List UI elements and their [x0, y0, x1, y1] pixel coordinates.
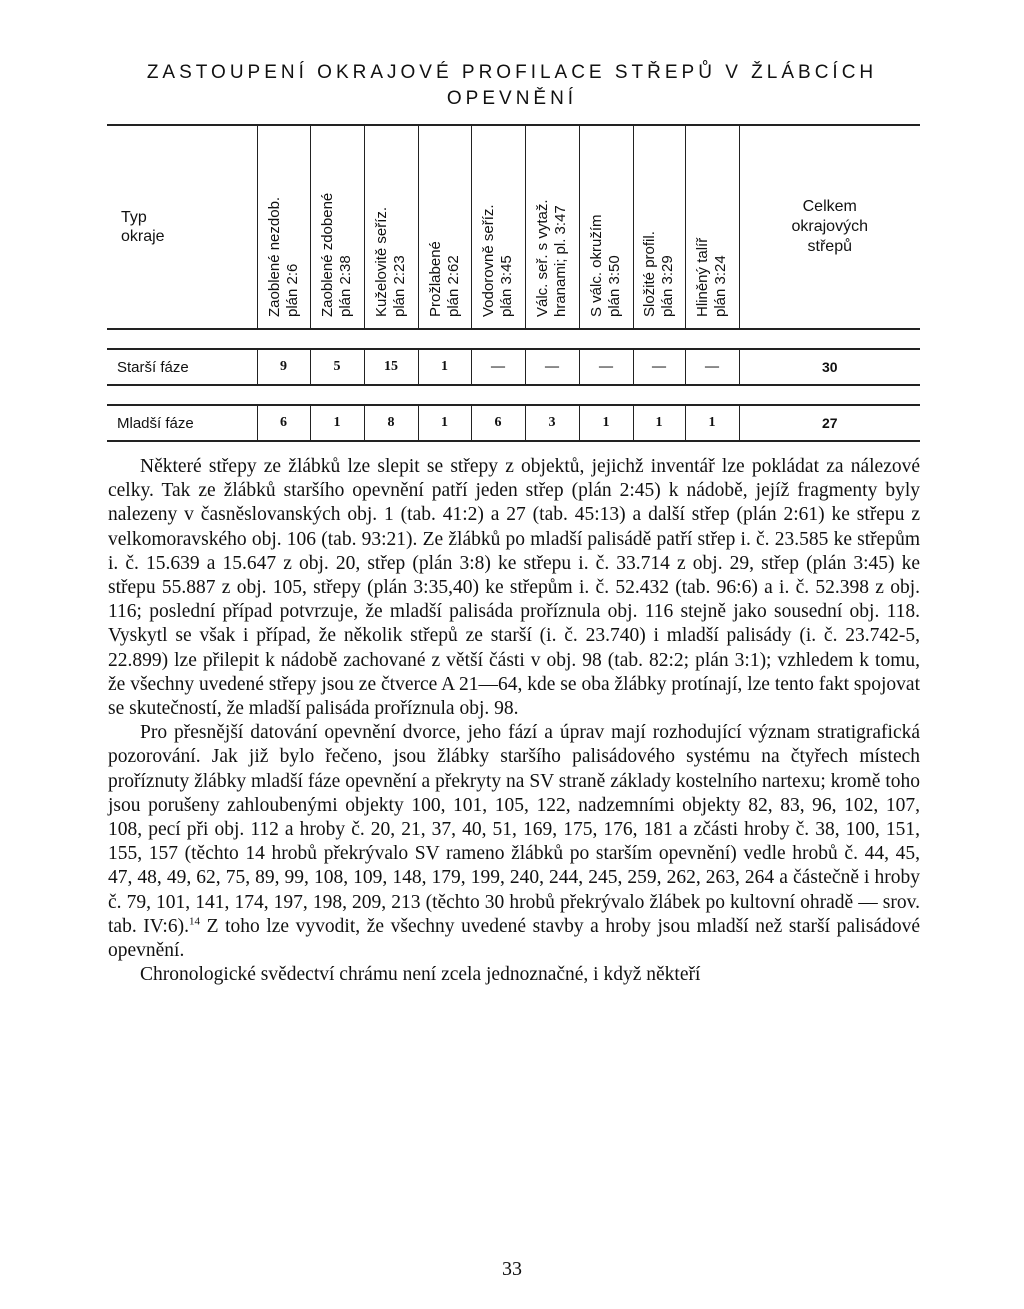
- corner-label-2: okraje: [121, 228, 165, 245]
- paragraph: Chronologické svědectví chrámu není zcela jednoznačné, i když někteří: [140, 964, 701, 986]
- table-cell: —: [685, 349, 739, 385]
- paragraph: Některé střepy ze žlábků lze slepit se střepy z objektů, jejichž inventář lze pokládat za nálezové celky. Tak ze žlábků staršího opevnění patří jeden střep (plán 2:45) k nádobě, jejíž fragmenty byly nalezeny v časněslovanských obj. 1 (tab. 41:2) a 27 (tab. 45:13) a další střep (plán 2:61) ke střepu z velkomoravského obj. 106 (tab. 93:21). Ze žlábků po mladší palisádě patří střep i. č. 23.585 ke střepům i. č. 15.639 a 15.647 z obj. 20, střep (plán 3:8) ke střepu i. č. 33.714 z obj. 29, střep (plán 3:45) ke střepu 55.887 z obj. 105, střepy (plán 3:35,40) ke střepům i. č. 52.432 (tab. 96:6) a i. č. 52.398 z obj. 116; poslední případ potvrzuje, že mladší palisáda proříznula obj. 116 stejně jako sousední obj. 118. Vyskytl se však i případ, že několik střepů ze starší (i. č. 23.740) i mladší palisády (i. č. 23.742-5, 22.899) lze přilepit k nádobě zachované z větší části v obj. 98 (tab. 82:2; plán 3:1); vzhledem k tomu, že všechny uvedené střepy jsou ze čtverce A 21—64, kde se oba žlábky protínají, lze tento fakt spojovat se skutečností, že mladší palisáda proříznula obj. 98.: [108, 456, 920, 720]
- table-cell: 9: [257, 349, 310, 385]
- column-header-line-1: Vodorovně seříz.: [480, 204, 497, 317]
- row-label: Starší fáze: [107, 349, 257, 385]
- body-text: [108, 455, 920, 987]
- table-cell: —: [471, 349, 525, 385]
- column-header: [364, 125, 418, 329]
- table-cell: —: [579, 349, 633, 385]
- column-header: [310, 125, 364, 329]
- total-header-line-1: Celkem: [802, 198, 857, 215]
- table-cell: 1: [685, 405, 739, 441]
- total-header-line-2: okrajových: [791, 218, 868, 235]
- table-title-line-1: ZASTOUPENÍ OKRAJOVÉ PROFILACE STŘEPŮ V ŽLÁBCÍCH: [146, 62, 878, 83]
- column-header-line-2: plán 2:62: [444, 255, 462, 317]
- page-number: 33: [502, 1258, 522, 1280]
- column-header-line-1: S válc. okružím: [588, 214, 605, 317]
- column-header: [633, 125, 685, 329]
- column-header-line-1: Složité profil.: [641, 231, 658, 317]
- column-header: [471, 125, 525, 329]
- column-header: [685, 125, 739, 329]
- column-header-line-1: Zaoblené zdobené: [319, 192, 336, 317]
- table-cell: 5: [310, 349, 364, 385]
- column-header-line-2: plán 2:6: [283, 263, 301, 317]
- row-total: 27: [739, 405, 920, 441]
- table-cell: 3: [525, 405, 579, 441]
- table-title-line-2: OPEVNĚNÍ: [446, 88, 578, 109]
- profile-table: [107, 124, 920, 442]
- column-header-line-1: Válc. seř. s vytaž.: [534, 199, 551, 317]
- paragraph-text: Pro přesnější datování opevnění dvorce, jeho fází a úprav mají rozhodující význam stratigrafická pozorování. Jak již bylo řečeno, jsou žlábky staršího palisádového systému na čtyřech místech proříznuty žlábky mladší fáze opevnění a překryty na SV straně základy kostelního nartexu; kromě toho jsou porušeny zahloubenými objekty 100, 101, 105, 122, nadzemními objekty 82, 83, 96, 102, 107, 108, pecí při obj. 112 a hroby č. 20, 21, 37, 40, 51, 169, 175, 176, 181 a zčásti hroby č. 38, 100, 151, 155, 157 (těchto 14 hrobů překrývalo SV rameno žlábků po starším opevnění) vedle hrobů č. 44, 45, 47, 48, 49, 62, 75, 89, 99, 108, 109, 148, 179, 199, 240, 244, 245, 259, 262, 263, 264 a částečně i hroby č. 79, 101, 141, 174, 197, 198, 209, 213 (těchto 30 hrobů překrývalo žlábek po kultovní ohradě — srov. tab. IV:6).: [108, 722, 920, 937]
- row-label: Mladší fáze: [107, 405, 257, 441]
- table-cell: 1: [310, 405, 364, 441]
- paragraph-text: Z toho lze vyvodit, že všechny uvedené stavby a hroby jsou mladší než starší palisádové opevnění.: [108, 915, 920, 962]
- column-header: [579, 125, 633, 329]
- paragraph: [108, 721, 920, 963]
- column-header-line-2: hranami; pl. 3:47: [552, 205, 569, 317]
- table-cell: —: [633, 349, 685, 385]
- column-header-line-2: plán 2:23: [391, 255, 408, 317]
- table-cell: 1: [579, 405, 633, 441]
- corner-label-1: Typ: [121, 209, 147, 226]
- column-header-line-2: plán 2:38: [337, 255, 354, 317]
- table-cell: 6: [257, 405, 310, 441]
- column-header-line-1: Hliněný talíř: [694, 237, 711, 317]
- table-cell: 6: [471, 405, 525, 441]
- column-header: [257, 125, 310, 329]
- column-header-line-1: Kuželovitě seříz.: [373, 206, 390, 317]
- total-header-line-3: střepů: [807, 238, 852, 255]
- table-header-row: [107, 125, 920, 329]
- table-cell: 8: [364, 405, 418, 441]
- table-row: [107, 405, 920, 441]
- column-header-line-2: plán 3:50: [606, 255, 623, 317]
- table-row: [107, 349, 920, 385]
- column-header-line-2: plán 3:24: [712, 255, 729, 317]
- corner-header: [107, 125, 257, 329]
- table-cell: 1: [418, 349, 471, 385]
- table-cell: —: [525, 349, 579, 385]
- footnote-reference[interactable]: 14: [188, 915, 200, 928]
- column-header: [525, 125, 579, 329]
- column-header-line-2: plán 3:45: [498, 255, 515, 317]
- column-header: [418, 125, 471, 329]
- table-cell: 1: [633, 405, 685, 441]
- column-header-line-1: Prožlabené: [426, 241, 444, 317]
- row-total: 30: [739, 349, 920, 385]
- total-header: [739, 125, 920, 329]
- column-header-line-1: Zaoblené nezdob.: [265, 196, 283, 317]
- table-cell: 15: [364, 349, 418, 385]
- column-header-line-2: plán 3:29: [659, 255, 676, 317]
- table-cell: 1: [418, 405, 471, 441]
